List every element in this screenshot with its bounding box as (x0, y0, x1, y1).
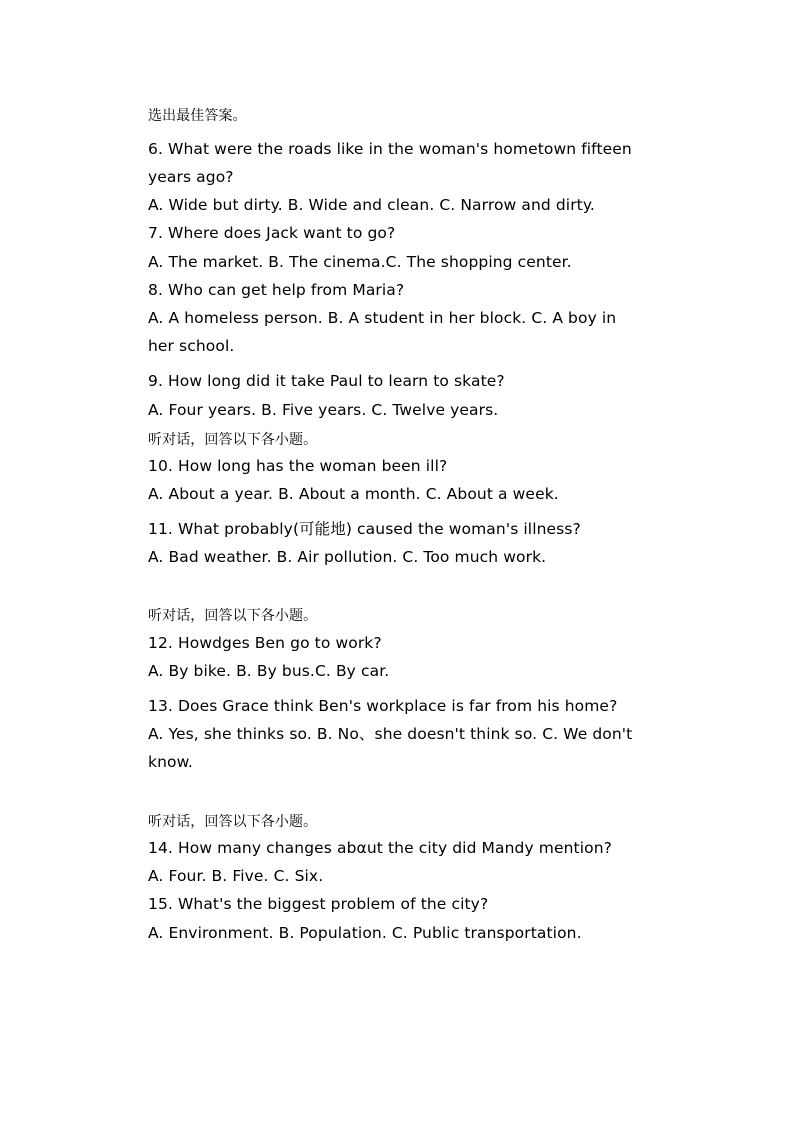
question-10-options: A. About a year. B. About a month. C. About a week. (148, 485, 559, 503)
question-8-options: A. A homeless person. B. A student in her block. C. A boy in (148, 309, 617, 327)
question-12: 12. Howdges Ben go to work? (148, 634, 382, 652)
section-instruction: 听对话，回答以下各小题。 (148, 814, 318, 830)
question-7: 7. Where does Jack want to go? (148, 224, 396, 242)
question-10: 10. How long has the woman been ill? (148, 457, 448, 475)
question-11: 11. What probably(可能地) caused the woman's illness? (148, 520, 581, 538)
question-6-continued: years ago? (148, 168, 234, 186)
question-13-options-continued: know. (148, 753, 193, 771)
question-8: 8. Who can get help from Maria? (148, 281, 405, 299)
question-9: 9. How long did it take Paul to learn to skate? (148, 372, 505, 390)
question-6: 6. What were the roads like in the woman's hometown fifteen (148, 140, 632, 158)
question-14: 14. How many changes abαut the city did Mandy mention? (148, 839, 612, 857)
question-9-options: A. Four years. B. Five years. C. Twelve years. (148, 401, 499, 419)
section-instruction: 听对话，回答以下各小题。 (148, 432, 318, 448)
question-14-options: A. Four. B. Five. C. Six. (148, 867, 324, 885)
question-13-options: A. Yes, she thinks so. B. No、she doesn't think so. C. We don't (148, 725, 633, 743)
question-11-options: A. Bad weather. B. Air pollution. C. Too much work. (148, 548, 547, 566)
question-15-options: A. Environment. B. Population. C. Public transportation. (148, 924, 582, 942)
question-15: 15. What's the biggest problem of the city? (148, 895, 489, 913)
question-7-options: A. The market. B. The cinema.C. The shopping center. (148, 253, 572, 271)
question-6-options: A. Wide but dirty. B. Wide and clean. C. Narrow and dirty. (148, 196, 595, 214)
question-13: 13. Does Grace think Ben's workplace is far from his home? (148, 697, 618, 715)
section-instruction: 听对话，回答以下各小题。 (148, 608, 318, 624)
section-instruction: 选出最佳答案。 (148, 108, 247, 124)
question-8-options-continued: her school. (148, 337, 235, 355)
question-12-options: A. By bike. B. By bus.C. By car. (148, 662, 390, 680)
